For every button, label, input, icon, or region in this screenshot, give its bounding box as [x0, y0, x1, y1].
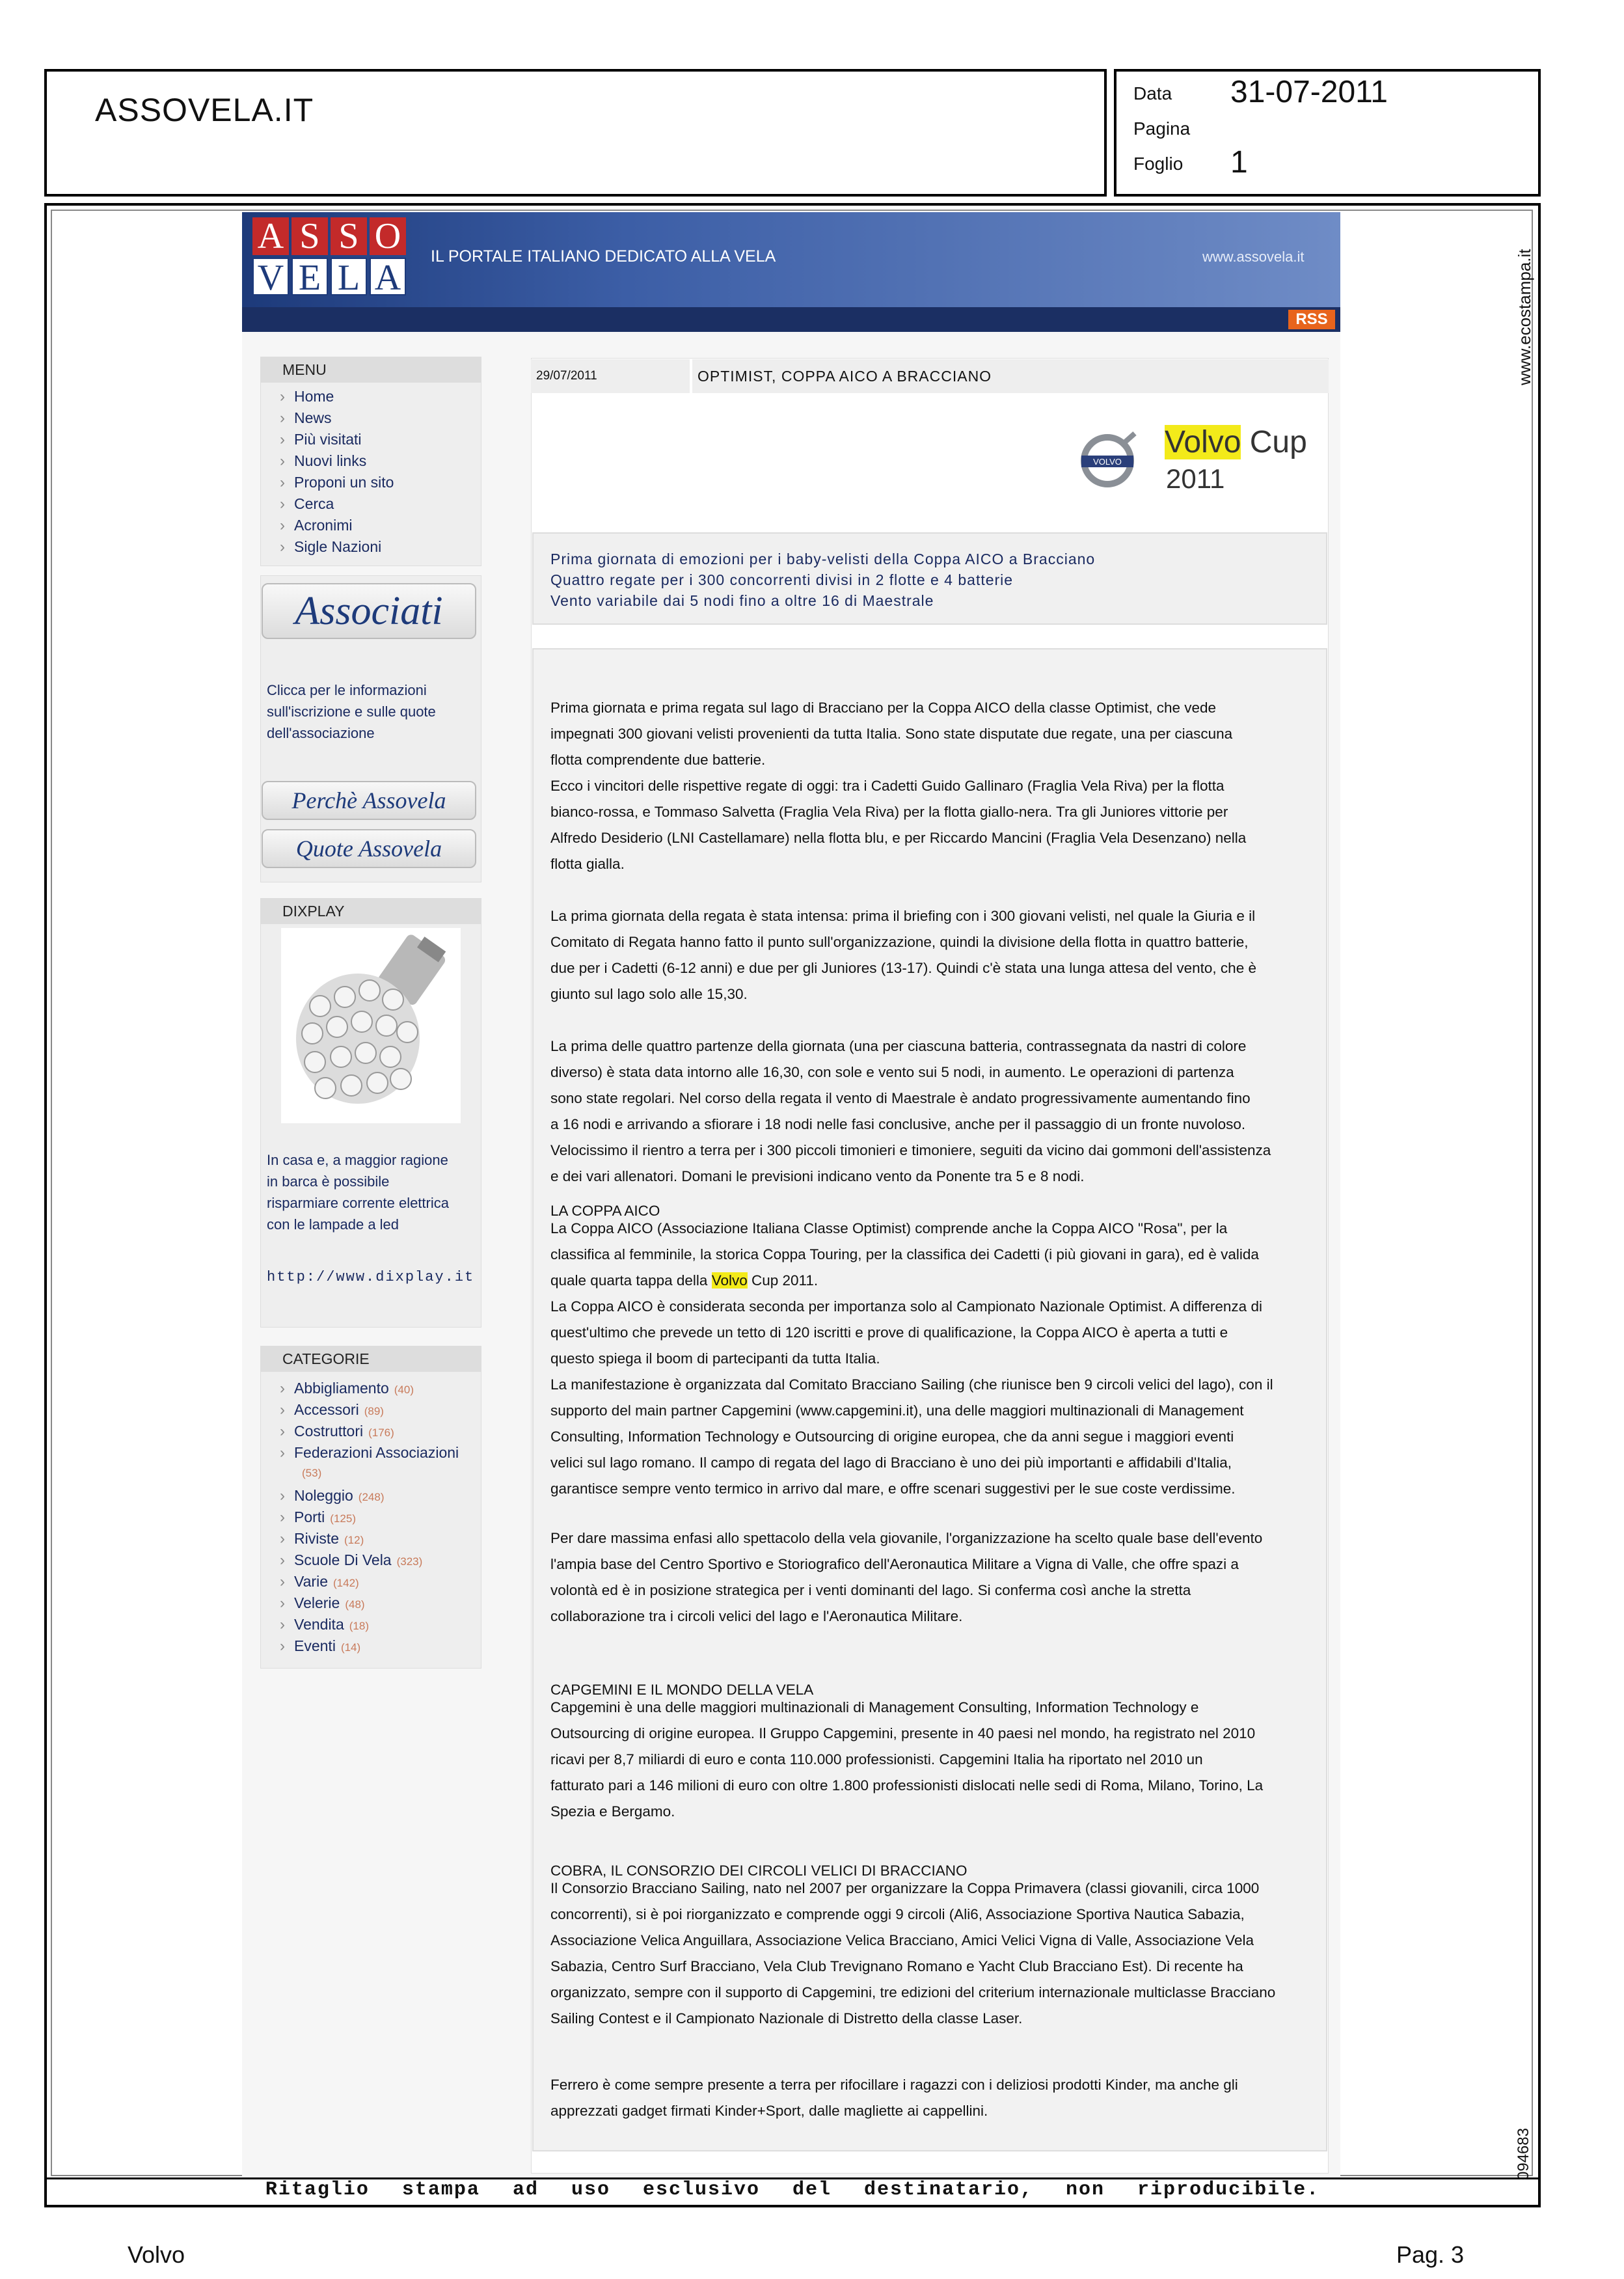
text-line: Associazione Velica Anguillara, Associazione Velica Bracciano, Amici Velici Vigna di Valle, Associazione Vela — [550, 1932, 1254, 1948]
category-eventi[interactable] — [280, 1637, 360, 1656]
site-banner — [242, 212, 1340, 307]
menu-item-home[interactable]: › Home — [280, 388, 334, 406]
category-name: Federazioni Associazioni — [294, 1444, 459, 1461]
category-velerie[interactable] — [280, 1594, 365, 1613]
logo-letter: E — [291, 258, 328, 295]
category-riviste[interactable] — [280, 1530, 364, 1548]
logo-letter: V — [252, 258, 289, 295]
text-line: a 16 nodi e arrivando a sfiorare i 18 nodi nelle fasi conclusive, anche per il passaggio di un fronte nuvoloso. — [550, 1116, 1246, 1132]
article-paragraph — [550, 1525, 1310, 1630]
site-tagline: IL PORTALE ITALIANO DEDICATO ALLA VELA — [431, 247, 776, 266]
text-line: flotta gialla. — [550, 856, 625, 872]
text-line: La Coppa AICO (Associazione Italiana Classe Optimist) comprende anche la Coppa AICO "Rosa", per la — [550, 1220, 1228, 1236]
text-line: e dei vari allenatori. Domani le previsioni indicano vento da Ponente tra 5 e 8 nodi. — [550, 1168, 1085, 1184]
text-line: fatturato pari a 146 milioni di euro con oltre 1.800 professionisti dislocati nelle sedi di Roma, Milano, Torino, La — [550, 1777, 1264, 1794]
text-line: Comitato di Regata hanno fatto il punto sull'organizzazione, quindi la divisione della flotta in quattro batterie, — [550, 934, 1249, 950]
dixplay-text-line: In casa e, a maggior ragione — [267, 1152, 448, 1168]
dixplay-title: DIXPLAY — [260, 898, 481, 924]
menu-title: MENU — [260, 357, 481, 383]
associati-info-line: dell'associazione — [267, 725, 375, 741]
category-federazioni[interactable] — [280, 1444, 459, 1462]
article-title[interactable]: OPTIMIST, COPPA AICO A BRACCIANO — [692, 359, 1329, 393]
category-noleggio[interactable] — [280, 1487, 384, 1505]
text-line: Ecco i vincitori delle rispettive regate di oggi: tra i Cadetti Guido Gallinaro (Fraglia Vela Riva) per la flotta — [550, 778, 1225, 794]
category-count: (18) — [349, 1620, 369, 1632]
text-line: La manifestazione è organizzata dal Comitato Bracciano Sailing (che riunisce ben 9 circoli velici del lago), con il — [550, 1376, 1273, 1393]
ritaglio-notice: Ritaglio stampa ad uso esclusivo del destinatario, non riproducibile. — [265, 2179, 1320, 2201]
text-line: ricavi per 8,7 miliardi di euro e conta 110.000 professionisti. Capgemini Italia ha riportato nel 2010 un — [550, 1751, 1203, 1767]
category-count: (48) — [345, 1598, 365, 1611]
text-line: Per dare massima enfasi allo spettacolo della vela giovanile, l'organizzazione ha scelto quale base dell'evento — [550, 1530, 1263, 1546]
category-count: (14) — [340, 1641, 361, 1654]
logo-letter: S — [331, 217, 367, 255]
category-count: (12) — [344, 1534, 364, 1546]
ecostampa-mark — [1509, 215, 1549, 397]
category-count: (176) — [368, 1426, 394, 1439]
categorie-title: CATEGORIE — [260, 1346, 481, 1372]
category-name: Accessori — [294, 1401, 359, 1418]
volvo-brand: Volvo — [1165, 425, 1241, 459]
category-count: (89) — [364, 1405, 384, 1417]
article-paragraph — [550, 2072, 1310, 2124]
logo-letter: A — [252, 217, 289, 255]
associati-badge[interactable]: Associati — [262, 583, 476, 639]
footer-keyword: Volvo — [128, 2241, 185, 2268]
data-label: Data — [1133, 83, 1172, 103]
data-value: 31-07-2011 — [1230, 75, 1388, 109]
banner-bar — [242, 307, 1340, 332]
category-costruttori[interactable] — [280, 1423, 394, 1441]
clipping-code-text: 094683 — [1515, 2127, 1532, 2180]
category-count: (323) — [396, 1555, 423, 1568]
category-name: Eventi — [294, 1637, 336, 1654]
article-paragraph — [550, 1033, 1310, 1190]
text-line: Capgemini è una delle maggiori multinazionali di Management Consulting, Information Technology e — [550, 1699, 1199, 1715]
text-line: classifica al femminile, la storica Coppa Touring, per la classifica dei Cadetti (i più giovani in gara), ed è valida — [550, 1246, 1259, 1262]
text-line: impegnati 300 giovani velisti provenienti da tutta Italia. Sono state disputate due regate, una per ciascuna — [550, 726, 1233, 742]
site-url[interactable]: www.assovela.it — [1202, 249, 1305, 265]
category-name: Varie — [294, 1573, 328, 1590]
volvo-cup-year: 2011 — [1166, 463, 1225, 494]
led-lamp-image[interactable] — [281, 928, 461, 1123]
text-line: due per i Cadetti (6-12 anni) e due per gli Juniores (13-17). Quindi c'è stata una lunga attesa del vento, che è — [550, 960, 1256, 976]
text-line: velici sul lago romano. Il campo di regata del lago di Bracciano è uno dei più importanti e affidabili d'Italia, — [550, 1454, 1232, 1471]
perche-assovela-button[interactable]: Perchè Assovela — [262, 781, 476, 820]
menu-item-nuovi-links[interactable]: › Nuovi links — [280, 452, 366, 471]
text-line: l'ampia base del Centro Sportivo e Storiografico dell'Aeronautica Militare a Vigna di Valle, che offre spazi a — [550, 1556, 1239, 1572]
category-abbigliamento[interactable] — [280, 1380, 414, 1398]
text-line: Velocissimo il rientro a terra per i 300 piccoli timonieri e timoniere, seguiti da vicino dai gommoni dell'assistenza — [550, 1142, 1271, 1158]
category-count: (53) — [302, 1467, 322, 1479]
logo-letter: L — [331, 258, 367, 295]
category-count: (142) — [333, 1577, 359, 1589]
article-paragraph — [550, 1216, 1310, 1502]
ecostampa-text: www.ecostampa.it — [1515, 249, 1534, 385]
text-line: La prima giornata della regata è stata intensa: prima il briefing con i 300 giovani velisti, nel quale la Giuria e il — [550, 908, 1256, 924]
dixplay-link[interactable]: http://www.dixplay.it — [267, 1269, 475, 1285]
associati-info-line: sull'iscrizione e sulle quote — [267, 703, 436, 720]
category-count: (248) — [358, 1491, 385, 1503]
text-line: Outsourcing di origine europea. Il Gruppo Capgemini, presente in 40 paesi nel mondo, ha registrato nel 2010 — [550, 1725, 1256, 1741]
text-line: Spezia e Bergamo. — [550, 1803, 675, 1820]
dixplay-text — [267, 1149, 475, 1235]
category-name: Vendita — [294, 1616, 344, 1633]
summary-line: Vento variabile dai 5 nodi fino a oltre 16 di Maestrale — [550, 592, 934, 609]
foglio-label: Foglio — [1133, 154, 1184, 174]
text-line: flotta comprendente due batterie. — [550, 752, 766, 768]
text-line: collaborazione tra i circoli velici del lago e l'Aeronautica Militare. — [550, 1608, 963, 1624]
header-meta-box — [1114, 69, 1541, 197]
category-vendita[interactable] — [280, 1616, 369, 1634]
article-paragraph — [550, 1695, 1310, 1825]
associati-info[interactable] — [267, 679, 475, 744]
summary-line: Quattro regate per i 300 concorrenti divisi in 2 flotte e 4 batterie — [550, 571, 1014, 588]
article-date: 29/07/2011 — [531, 359, 690, 393]
rss-button[interactable]: RSS — [1288, 310, 1335, 329]
article-paragraph — [550, 903, 1310, 1007]
text-line: Prima giornata e prima regata sul lago di Bracciano per la Coppa AICO della classe Optimist, che vede — [550, 700, 1217, 716]
text-line: questo spiega il boom di partecipanti da tutta Italia. — [550, 1350, 880, 1367]
header-publication-box — [44, 69, 1107, 197]
clipping-code — [1509, 2128, 1549, 2187]
footer-page: Pag. 3 — [1396, 2241, 1465, 2268]
text-line: sono state regolari. Nel corso della regata il vento di Maestrale è andato progressivamente aumentando fino — [550, 1090, 1251, 1106]
menu-item-sigle-nazioni[interactable]: › Sigle Nazioni — [280, 538, 381, 556]
section-heading-capgemini: CAPGEMINI E IL MONDO DELLA VELA — [550, 1682, 814, 1698]
category-name: Scuole Di Vela — [294, 1551, 392, 1568]
text-line: bianco-rossa, e Tommaso Salvetta (Fraglia Vela Riva) per la flotta giallo-nera. Tra gli Juniores vittorie per — [550, 804, 1228, 820]
text-line: organizzato, sempre con il supporto di Capgemini, tre edizioni del criterium internazionale multiclasse Bracciano — [550, 1984, 1276, 2000]
category-scuole-di-vela[interactable] — [280, 1551, 422, 1570]
dixplay-text-line: risparmiare corrente elettrica — [267, 1195, 449, 1211]
category-accessori[interactable] — [280, 1401, 384, 1419]
menu-item-acronimi[interactable]: › Acronimi — [280, 517, 352, 535]
menu-item-proponi[interactable]: › Proponi un sito — [280, 474, 394, 492]
category-name: Velerie — [294, 1594, 340, 1611]
category-count: (40) — [394, 1384, 414, 1396]
category-name: Porti — [294, 1508, 325, 1525]
category-varie[interactable] — [280, 1573, 359, 1591]
section-heading-cobra: COBRA, IL CONSORZIO DEI CIRCOLI VELICI DI BRACCIANO — [550, 1863, 968, 1879]
menu-item-piu-visitati[interactable]: › Più visitati — [280, 431, 362, 449]
volvo-logo — [1075, 430, 1140, 488]
text-line: Sailing Contest e il Campionato Nazionale di Distretto della classe Laser. — [550, 2010, 1023, 2027]
svg-text:VOLVO: VOLVO — [1093, 457, 1122, 467]
category-name: Noleggio — [294, 1487, 353, 1504]
text-line: giunto sul lago solo alle 15,30. — [550, 986, 748, 1002]
menu-item-news[interactable]: › News — [280, 409, 332, 428]
dixplay-text-line: in barca è possibile — [267, 1173, 390, 1190]
pagina-label: Pagina — [1133, 118, 1191, 139]
text-line: Ferrero è come sempre presente a terra per rifocillare i ragazzi con i deliziosi prodotti Kinder, ma anche gli — [550, 2077, 1238, 2093]
text-line: Sabazia, Centro Surf Bracciano, Vela Club Trevignano Romano e Yacht Club Bracciano Est). Di recente ha — [550, 1958, 1243, 1974]
volvo-cup: Cup — [1249, 425, 1307, 459]
text-line — [550, 1268, 1310, 1294]
text-line: concorrenti), si è poi riorganizzato e comprende oggi 9 circoli (Ali6, Associazione Sportiva Nautica Sabazia, — [550, 1906, 1245, 1922]
volvo-cup-title — [1165, 424, 1307, 460]
text-fragment: Cup 2011. — [747, 1272, 819, 1289]
publication-name: ASSOVELA.IT — [95, 92, 314, 128]
logo-letter: O — [370, 217, 406, 255]
article-paragraph — [550, 1876, 1310, 2032]
summary-line: Prima giornata di emozioni per i baby-velisti della Coppa AICO a Bracciano — [550, 551, 1096, 567]
text-line: apprezzati gadget firmati Kinder+Sport, dalle magliette ai cappellini. — [550, 2103, 988, 2119]
dixplay-text-line: con le lampade a led — [267, 1216, 399, 1233]
category-count: (125) — [330, 1512, 356, 1525]
category-name: Abbigliamento — [294, 1380, 389, 1397]
text-line: La Coppa AICO è considerata seconda per importanza solo al Campionato Nazionale Optimist. A differenza di — [550, 1298, 1262, 1315]
menu-item-cerca[interactable]: › Cerca — [280, 495, 334, 513]
text-line: volontà ed è in posizione strategica per i venti dominanti del lago. Si conferma così anche la stretta — [550, 1582, 1191, 1598]
volvo-highlight: Volvo — [711, 1272, 748, 1289]
text-line: garantisce sempre vento termico in arrivo dal mare, e offre scenari suggestivi per le sue coste verdissime. — [550, 1481, 1236, 1497]
text-line: supporto del main partner Capgemini (www.capgemini.it), una delle maggiori multinazionali di Management — [550, 1402, 1244, 1419]
section-heading-coppa-aico: LA COPPA AICO — [550, 1203, 660, 1219]
text-line: La prima delle quattro partenze della giornata (una per ciascuna batteria, contrassegnata da nastri di colore — [550, 1038, 1247, 1054]
foglio-value: 1 — [1230, 145, 1248, 180]
category-name: Costruttori — [294, 1423, 364, 1440]
quote-assovela-button[interactable]: Quote Assovela — [262, 829, 476, 868]
article-paragraph — [550, 695, 1310, 877]
logo-letter: A — [370, 258, 406, 295]
text-line: Alfredo Desiderio (LNI Castellamare) nella flotta blu, e per Riccardo Mancini (Fraglia Vela Desenzano) nella — [550, 830, 1247, 846]
logo-letter: S — [291, 217, 328, 255]
category-porti[interactable] — [280, 1508, 356, 1527]
text-line: Consulting, Information Technology e Outsourcing di origine europea, che da anni segue i maggiori eventi — [550, 1428, 1234, 1445]
associati-info-line: Clicca per le informazioni — [267, 682, 427, 698]
text-line: diverso) è stata data intorno alle 16,30, con sole e vento sui 5 nodi, in aumento. Le operazioni di partenza — [550, 1064, 1234, 1080]
text-fragment: quale quarta tappa della — [550, 1272, 712, 1289]
text-line: Il Consorzio Bracciano Sailing, nato nel 2007 per organizzare la Coppa Primavera (classi giovanili, circa 1000 — [550, 1880, 1260, 1896]
text-line: quest'ultimo che prevede un tetto di 120 iscritti e prove di qualificazione, la Coppa AICO è aperta a tutti e — [550, 1324, 1228, 1341]
category-name: Riviste — [294, 1530, 340, 1547]
